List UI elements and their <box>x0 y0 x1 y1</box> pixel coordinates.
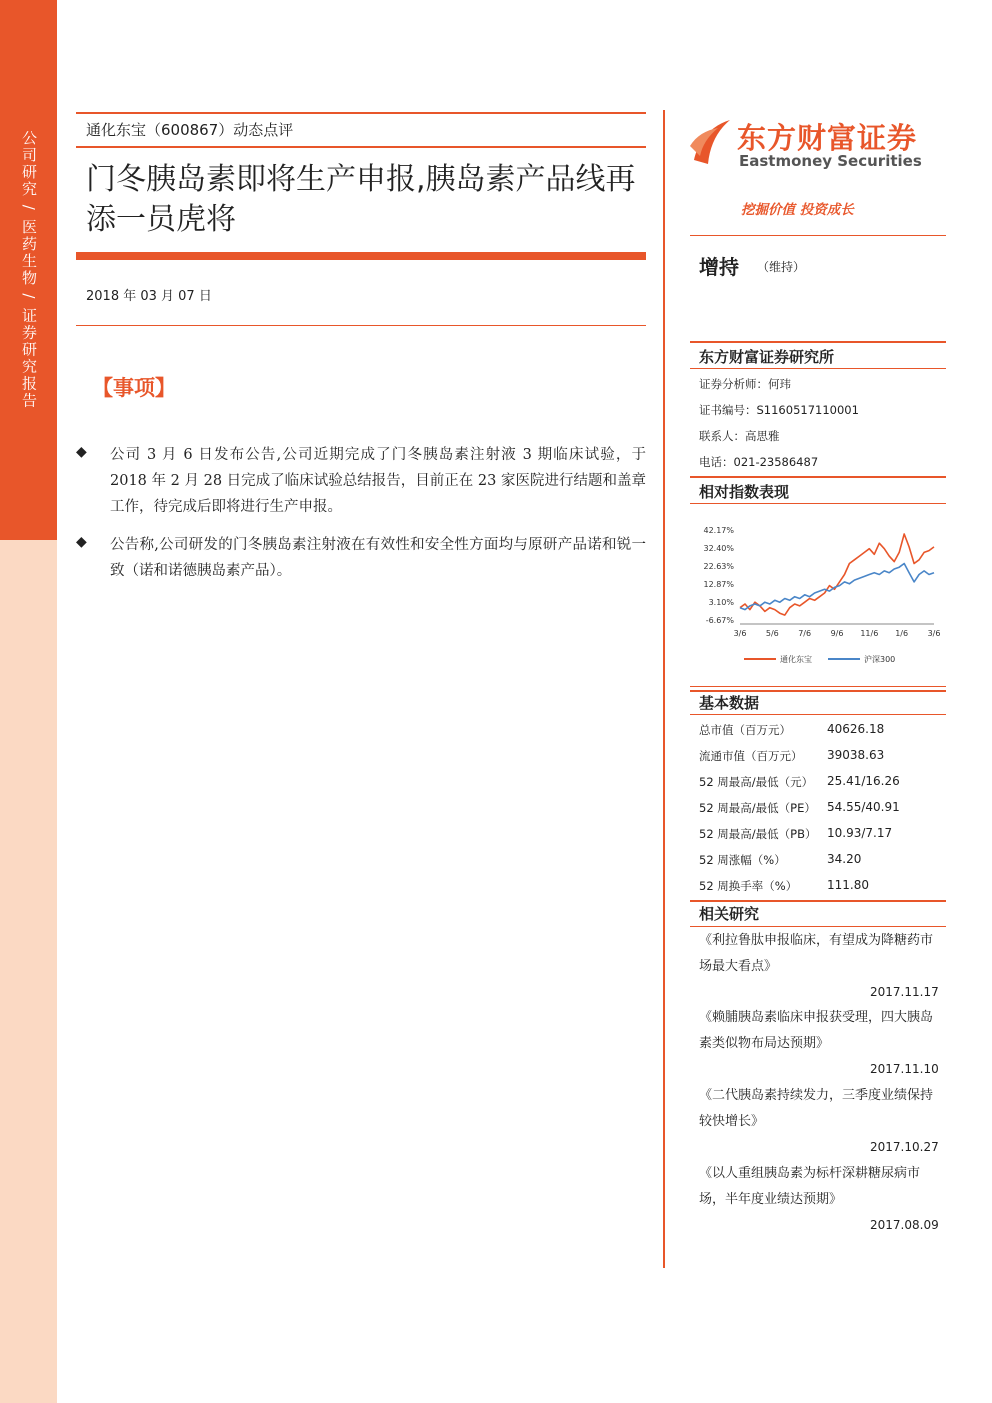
cert-number: 证书编号：S1160517110001 <box>699 403 859 417</box>
x-tick-label: 3/6 <box>733 629 747 638</box>
y-tick-label: 22.63% <box>703 562 734 571</box>
basic-data-value: 54.55/40.91 <box>827 800 900 814</box>
y-tick-label: 3.10% <box>708 598 734 607</box>
rating-label: 增持 <box>699 255 739 279</box>
contact-name: 联系人：高思雅 <box>699 429 780 443</box>
phone-number: 电话：021-23586487 <box>699 455 819 469</box>
x-tick-label: 9/6 <box>830 629 844 638</box>
section-rule <box>690 926 946 927</box>
y-tick-label: 42.17% <box>703 526 734 535</box>
legend-label: 沪深300 <box>864 655 896 664</box>
basic-data-value: 10.93/7.17 <box>827 826 893 840</box>
basic-data-value: 25.41/16.26 <box>827 774 900 788</box>
x-tick-label: 3/6 <box>927 629 941 638</box>
related-report-link[interactable]: 《以人重组胰岛素为标杆深耕糖尿病市场，半年度业绩达预期》 <box>699 1166 921 1207</box>
brand-name-zh: 东方财富证券 <box>737 121 918 155</box>
related-report-date: 2017.11.10 <box>870 1062 939 1076</box>
legend-label: 通化东宝 <box>780 655 812 664</box>
basic-data-label: 流通市值（百万元） <box>699 749 803 763</box>
x-tick-label: 1/6 <box>895 629 909 638</box>
related-heading: 相关研究 <box>699 905 760 923</box>
basic-data-value: 39038.63 <box>827 748 885 762</box>
related-report-link[interactable]: 《二代胰岛素持续发力，三季度业绩保持较快增长》 <box>699 1088 934 1129</box>
date-rule <box>76 325 646 326</box>
x-tick-label: 5/6 <box>765 629 779 638</box>
institute-heading: 东方财富证券研究所 <box>699 348 835 366</box>
related-report-date: 2017.11.17 <box>870 985 939 999</box>
section-rule <box>690 900 946 902</box>
brand-logo-icon <box>688 116 734 168</box>
basic-data-label: 52 周涨幅（%） <box>699 853 786 867</box>
basic-data-heading: 基本数据 <box>699 694 760 712</box>
y-tick-label: -6.67% <box>705 616 734 625</box>
basic-data-label: 52 周最高/最低（PE） <box>699 801 816 815</box>
report-title: 门冬胰岛素即将生产申报,胰岛素产品线再添一员虎将 <box>86 162 636 237</box>
analyst-name: 证券分析师：何玮 <box>699 377 791 391</box>
section-rule <box>690 368 946 369</box>
perf-heading: 相对指数表现 <box>699 483 790 501</box>
brand-slogan: 挖掘价值 投资成长 <box>741 202 854 218</box>
section-rule <box>690 714 946 715</box>
basic-data-value: 34.20 <box>827 852 862 866</box>
x-tick-label: 11/6 <box>860 629 879 638</box>
y-tick-label: 32.40% <box>703 544 734 553</box>
sidebar-category: 公司研究 / 医药生物 / 证券研究报告 <box>20 130 38 410</box>
section-rule <box>690 341 946 343</box>
related-report-date: 2017.10.27 <box>870 1140 939 1154</box>
sidebar-band-light <box>0 540 57 1403</box>
related-report-date: 2017.08.09 <box>870 1218 939 1232</box>
diamond-bullet-icon: ◆ <box>76 444 87 460</box>
bullet-item <box>76 442 646 520</box>
diamond-bullet-icon: ◆ <box>76 534 87 550</box>
section-rule <box>690 476 946 478</box>
rating-note: （维持） <box>757 260 806 274</box>
bullet-text: 公司 3 月 6 日发布公告,公司近期完成了门冬胰岛素注射液 3 期临床试验，于 2018 年 2 月 28 日完成了临床试验总结报告，目前正在 23 家医院进行结题和盖章工作，待完成后即将进行生产申报。 <box>110 447 646 515</box>
basic-data-label: 52 周最高/最低（元） <box>699 775 814 789</box>
section-rule <box>690 503 946 504</box>
basic-data-label: 52 周最高/最低（PB） <box>699 827 817 841</box>
x-tick-label: 7/6 <box>798 629 812 638</box>
report-subtitle: 通化东宝（600867）动态点评 <box>86 121 294 139</box>
y-tick-label: 12.87% <box>703 580 734 589</box>
section-rule <box>690 686 946 687</box>
column-divider <box>663 110 665 1268</box>
event-heading: 【事项】 <box>92 376 176 400</box>
header-rule-mid <box>76 146 646 148</box>
related-report-link[interactable]: 《利拉鲁肽申报临床，有望成为降糖药市场最大看点》 <box>699 933 934 974</box>
bullet-text: 公告称,公司研发的门冬胰岛素注射液在有效性和安全性方面均与原研产品诺和锐一致（诺和诺德胰岛素产品）。 <box>110 537 646 579</box>
basic-data-label: 52 周换手率（%） <box>699 879 798 893</box>
report-date: 2018 年 03 月 07 日 <box>86 289 212 304</box>
basic-data-value: 111.80 <box>827 878 869 892</box>
header-rule-top <box>76 112 646 114</box>
bullet-item <box>76 532 646 584</box>
related-report-link[interactable]: 《赖脯胰岛素临床申报获受理，四大胰岛素类似物布局达预期》 <box>699 1010 934 1051</box>
title-bar <box>76 252 646 260</box>
relative-performance-chart <box>690 520 946 672</box>
basic-data-value: 40626.18 <box>827 722 885 736</box>
brand-name-en: Eastmoney Securities <box>739 152 922 170</box>
slogan-rule <box>690 235 946 236</box>
basic-data-label: 总市值（百万元） <box>699 723 791 737</box>
series-line-1 <box>740 564 934 610</box>
